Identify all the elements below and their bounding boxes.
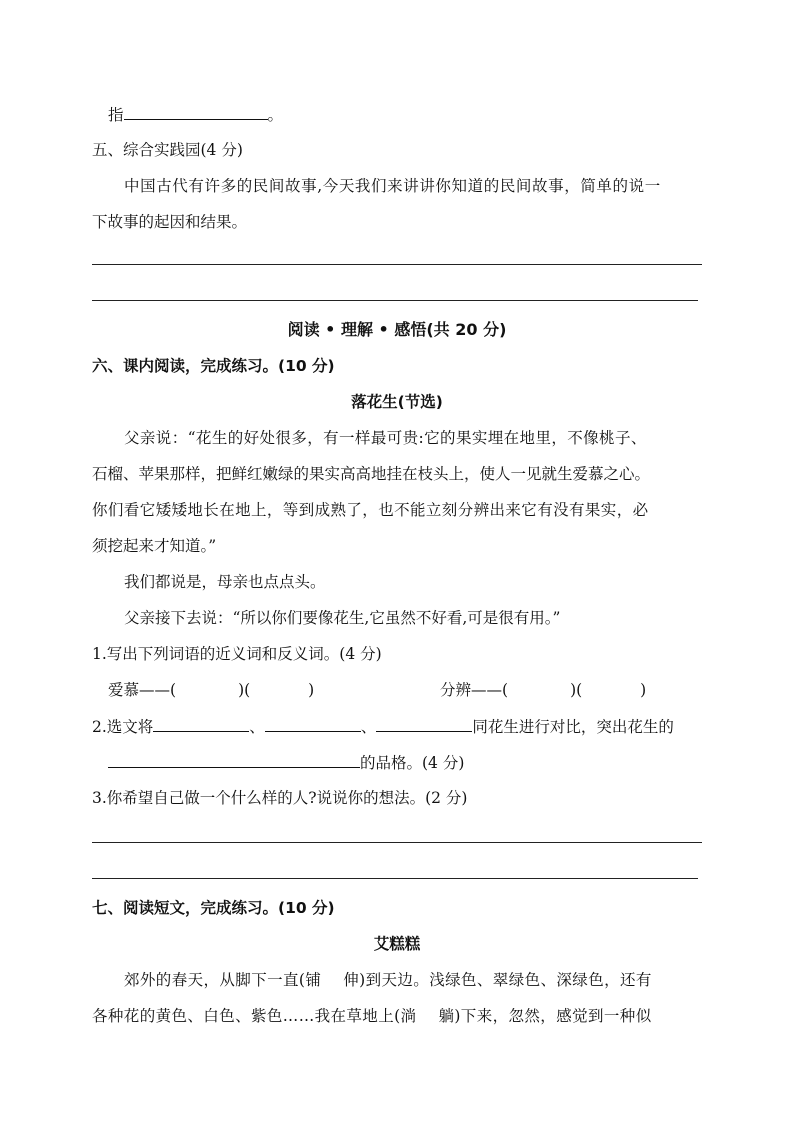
passage-line: 父亲接下去说：“所以你们要像花生,它虽然不好看,可是很有用。” <box>124 609 561 627</box>
s4-blank-line <box>108 104 283 125</box>
passage-line: 石榴、苹果那样，把鲜红嫩绿的果实高高地挂在枝头上，使人一见就生爱慕之心。 <box>92 465 651 483</box>
article-title: 艾糕糕 <box>373 935 421 953</box>
section5-text-line1: 中国古代有许多的民间故事,今天我们来讲讲你知道的民间故事，简单的说一 <box>124 177 661 195</box>
section6-heading: 六、课内阅读，完成练习。(10 分) <box>92 357 335 375</box>
answer-blank[interactable] <box>108 752 360 768</box>
section7-heading: 七、阅读短文，完成练习。(10 分) <box>92 899 335 917</box>
q1-word2: 分辨——( )( ) <box>440 681 647 699</box>
answer-blank[interactable] <box>376 716 472 732</box>
passage-line: 须挖起来才知道。” <box>92 537 217 555</box>
answer-line[interactable] <box>92 264 702 265</box>
answer-blank[interactable] <box>124 104 268 120</box>
answer-blank[interactable] <box>153 716 249 732</box>
section5-text-line2: 下故事的起因和结果。 <box>92 213 248 231</box>
question-3: 3.你希望自己做一个什么样的人?说说你的想法。(2 分) <box>92 789 468 807</box>
s4-suffix: 。 <box>267 106 284 124</box>
passage-line: 郊外的春天，从脚下一直(铺 伸)到天边。浅绿色、翠绿色、深绿色，还有 <box>124 971 652 989</box>
passage-line: 我们都说是，母亲也点点头。 <box>124 573 326 591</box>
answer-line[interactable] <box>92 842 702 843</box>
question-2: 2.选文将 、 、 同花生进行对比，突出花生的 <box>92 718 674 736</box>
answer-line[interactable] <box>92 878 698 879</box>
q1-word1: 爱慕——( )( ) <box>108 681 315 699</box>
passage-line: 你们看它矮矮地长在地上，等到成熟了，也不能立刻分辨出来它有没有果实，必 <box>92 501 649 519</box>
answer-line[interactable] <box>92 300 698 301</box>
s4-prefix: 指 <box>108 106 124 124</box>
reading-section-title: 阅读 • 理解 • 感悟(共 20 分) <box>287 320 507 339</box>
passage-line: 各种花的黄色、白色、紫色……我在草地上(淌 躺)下来，忽然，感觉到一种似 <box>92 1007 652 1025</box>
question-1: 1.写出下列词语的近义词和反义词。(4 分) <box>92 645 382 663</box>
section5-heading: 五、综合实践园(4 分) <box>92 141 243 159</box>
answer-blank[interactable] <box>265 716 361 732</box>
question-2-cont: 的品格。(4 分) <box>108 752 464 773</box>
article-title: 落花生(节选) <box>351 393 443 411</box>
passage-line: 父亲说：“花生的好处很多，有一样最可贵:它的果实埋在地里，不像桃子、 <box>124 429 647 447</box>
